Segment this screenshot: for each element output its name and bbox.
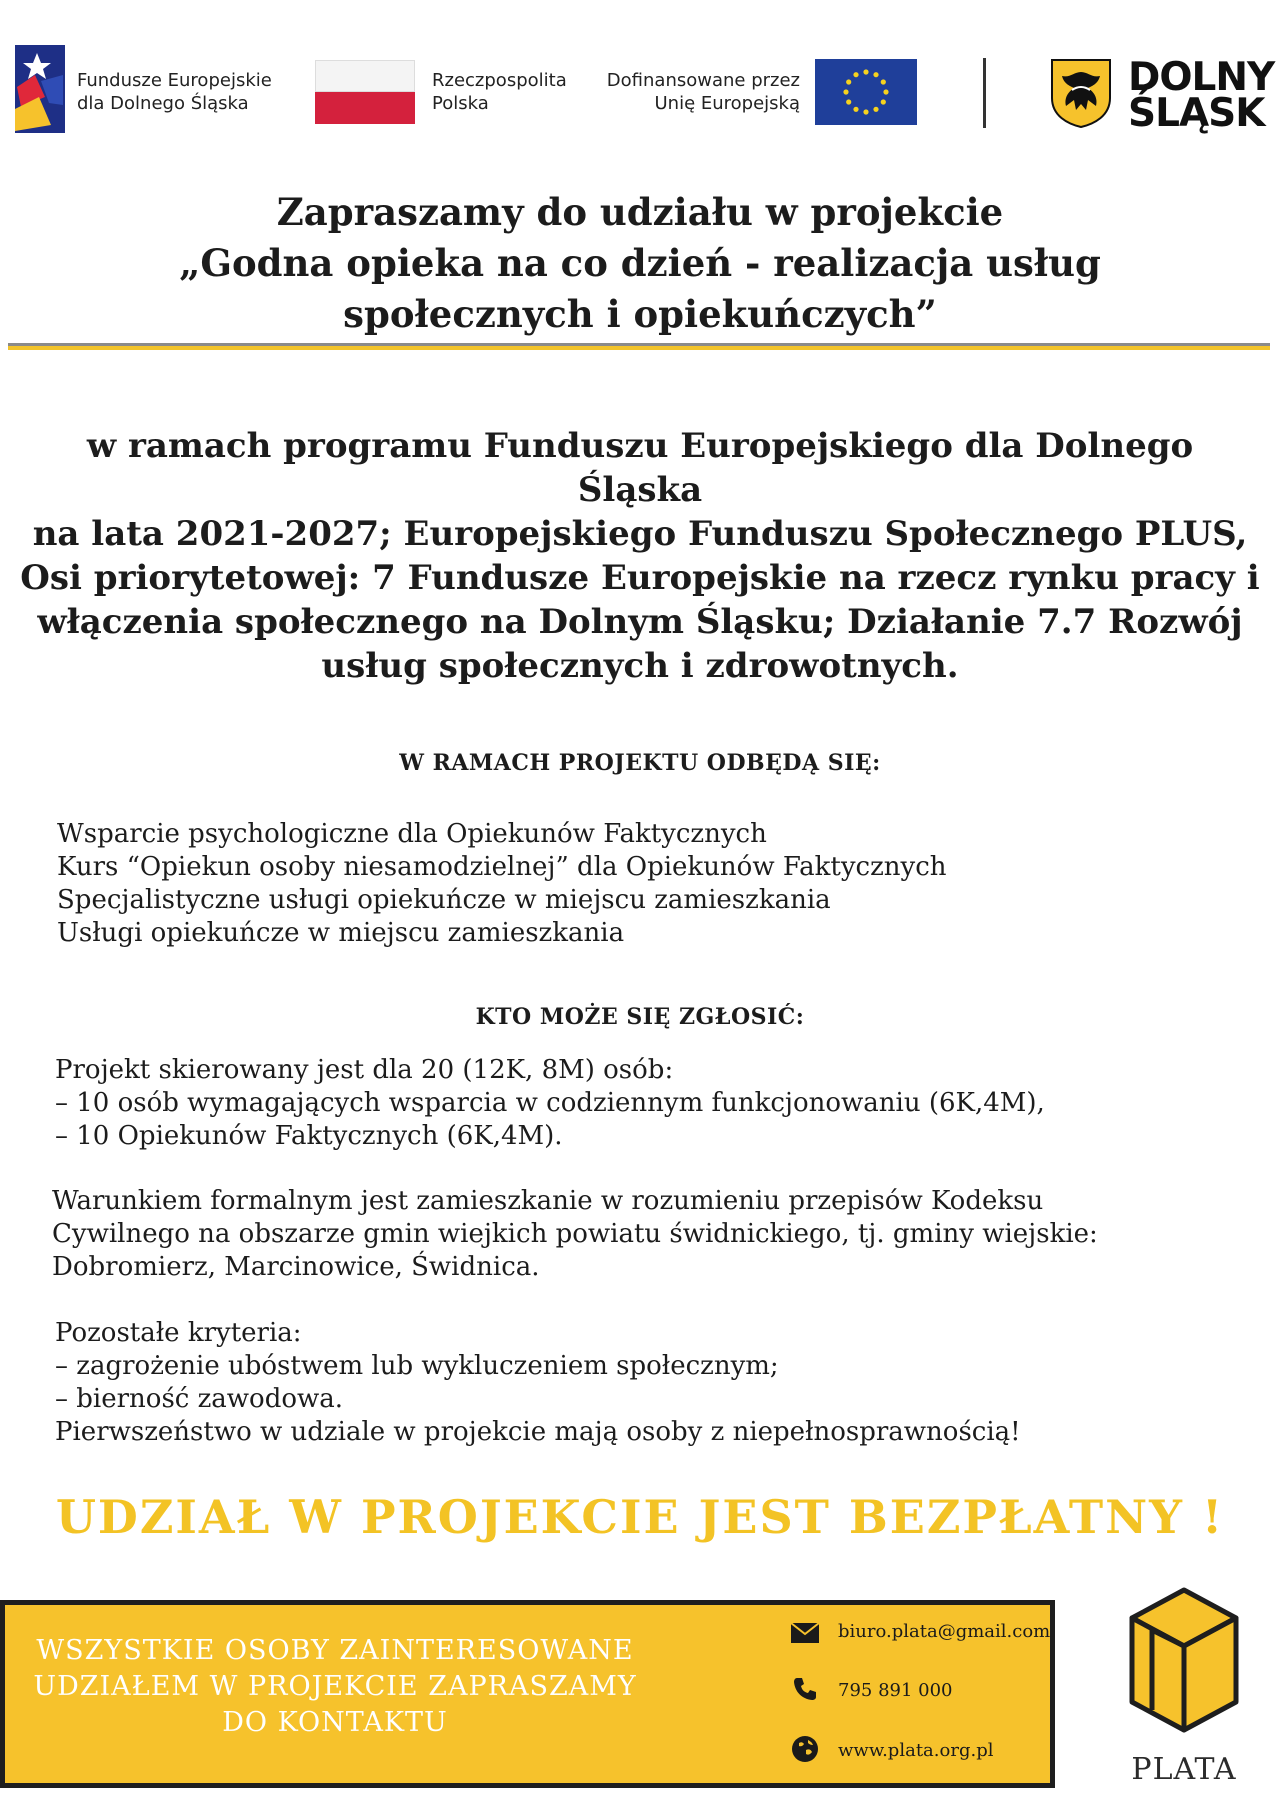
list-item: Specjalistyczne usługi opiekuńcze w miejscu zamieszkania: [57, 885, 831, 915]
fe-logo-line: dla Dolnego Śląska: [77, 93, 249, 114]
title-line: Zapraszamy do udziału w projekcie: [276, 190, 1004, 234]
dolny-slask-logo-text: [1128, 55, 1275, 136]
list-item: Wsparcie psychologiczne dla Opiekunów Faktycznych: [57, 819, 767, 849]
list-item: Kurs “Opiekun osoby niesamodzielnej” dla Opiekunów Faktycznych: [57, 852, 947, 882]
program-line: usług społecznych i zdrowotnych.: [321, 646, 959, 686]
contact-message-line: DO KONTAKTU: [222, 1707, 448, 1738]
contact-website[interactable]: www.plata.org.pl: [838, 1740, 994, 1761]
eligibility-heading: KTO MOŻE SIĘ ZGŁOSIĆ:: [475, 1004, 805, 1030]
contact-message-line: UDZIAŁEM W PROJEKCIE ZAPRASZAMY: [33, 1671, 637, 1702]
fe-logo-text: [77, 69, 272, 115]
plata-logo-icon: [1128, 1586, 1240, 1736]
contact-phone[interactable]: 795 891 000: [838, 1680, 953, 1701]
ds-logo-line: DOLNY: [1128, 55, 1275, 100]
fe-logo-icon: [15, 45, 65, 133]
list-item: – 10 osób wymagających wsparcia w codziennym funkcjonowaniu (6K,4M),: [55, 1088, 1045, 1118]
eu-logo-line: Dofinansowane przez: [606, 70, 800, 91]
logo-divider: [983, 58, 986, 128]
page-title: [0, 187, 1280, 340]
phone-icon: [792, 1676, 818, 1702]
rp-logo-line: Rzeczpospolita: [432, 70, 567, 91]
eu-flag-icon: [815, 59, 917, 125]
program-line: włączenia społecznego na Dolnym Śląsku; Działanie 7.7 Rozwój: [37, 602, 1243, 642]
program-line: w ramach programu Funduszu Europejskiego dla Dolnego Śląska: [86, 426, 1194, 510]
eligibility-condition: [52, 1185, 1098, 1284]
title-line: społecznych i opiekuńczych”: [343, 292, 937, 336]
program-description: [20, 424, 1260, 688]
contact-message: [10, 1633, 660, 1741]
eu-logo-line: Unię Europejską: [654, 93, 800, 114]
polish-flag-red: [315, 92, 415, 124]
globe-icon: [790, 1734, 820, 1764]
program-line: na lata 2021-2027; Europejskiego Funduszu Społecznego PLUS,: [32, 514, 1248, 554]
dolny-slask-crest-icon: [1050, 58, 1112, 128]
eu-logo-text: [560, 69, 800, 115]
program-line: Osi priorytetowej: 7 Fundusze Europejskie na rzecz rynku pracy i: [20, 558, 1260, 598]
rp-logo-line: Polska: [432, 93, 489, 114]
free-participation-banner: UDZIAŁ W PROJEKCIE JEST BEZPŁATNY !: [55, 1490, 1225, 1544]
eligibility-other: [55, 1317, 1021, 1449]
envelope-icon: [790, 1622, 820, 1644]
list-item: – zagrożenie ubóstwem lub wykluczeniem społecznym;: [55, 1351, 779, 1381]
activities-list: [57, 818, 947, 950]
list-item: Cywilnego na obszarze gmin wiejkich powiatu świdnickiego, tj. gminy wiejskie:: [52, 1219, 1098, 1249]
list-item: – bierność zawodowa.: [55, 1384, 344, 1414]
ds-logo-line: ŚLĄSK: [1128, 91, 1265, 136]
list-item: Projekt skierowany jest dla 20 (12K, 8M) osób:: [55, 1055, 674, 1085]
list-item: – 10 Opiekunów Faktycznych (6K,4M).: [55, 1121, 563, 1151]
list-item: Warunkiem formalnym jest zamieszkanie w rozumieniu przepisów Kodeksu: [52, 1186, 1044, 1216]
activities-heading: W RAMACH PROJEKTU ODBĘDĄ SIĘ:: [399, 750, 881, 776]
polish-flag-icon: [315, 60, 415, 92]
rp-logo-text: [432, 69, 567, 115]
list-item: Usługi opiekuńcze w miejscu zamieszkania: [57, 918, 625, 948]
plata-brand-name: PLATA: [1131, 1752, 1237, 1787]
eligibility-target: [55, 1054, 1045, 1153]
list-item: Pozostałe kryteria:: [55, 1318, 302, 1348]
list-item: Dobromierz, Marcinowice, Świdnica.: [52, 1252, 540, 1282]
contact-email[interactable]: biuro.plata@gmail.com: [838, 1621, 1051, 1642]
title-underline-yellow: [8, 346, 1270, 350]
contact-message-line: WSZYSTKIE OSOBY ZAINTERESOWANE: [36, 1635, 634, 1666]
title-line: „Godna opieka na co dzień - realizacja usług: [179, 241, 1101, 285]
list-item: Pierwszeństwo w udziale w projekcie mają osoby z niepełnosprawnością!: [55, 1417, 1021, 1447]
fe-logo-line: Fundusze Europejskie: [77, 70, 272, 91]
